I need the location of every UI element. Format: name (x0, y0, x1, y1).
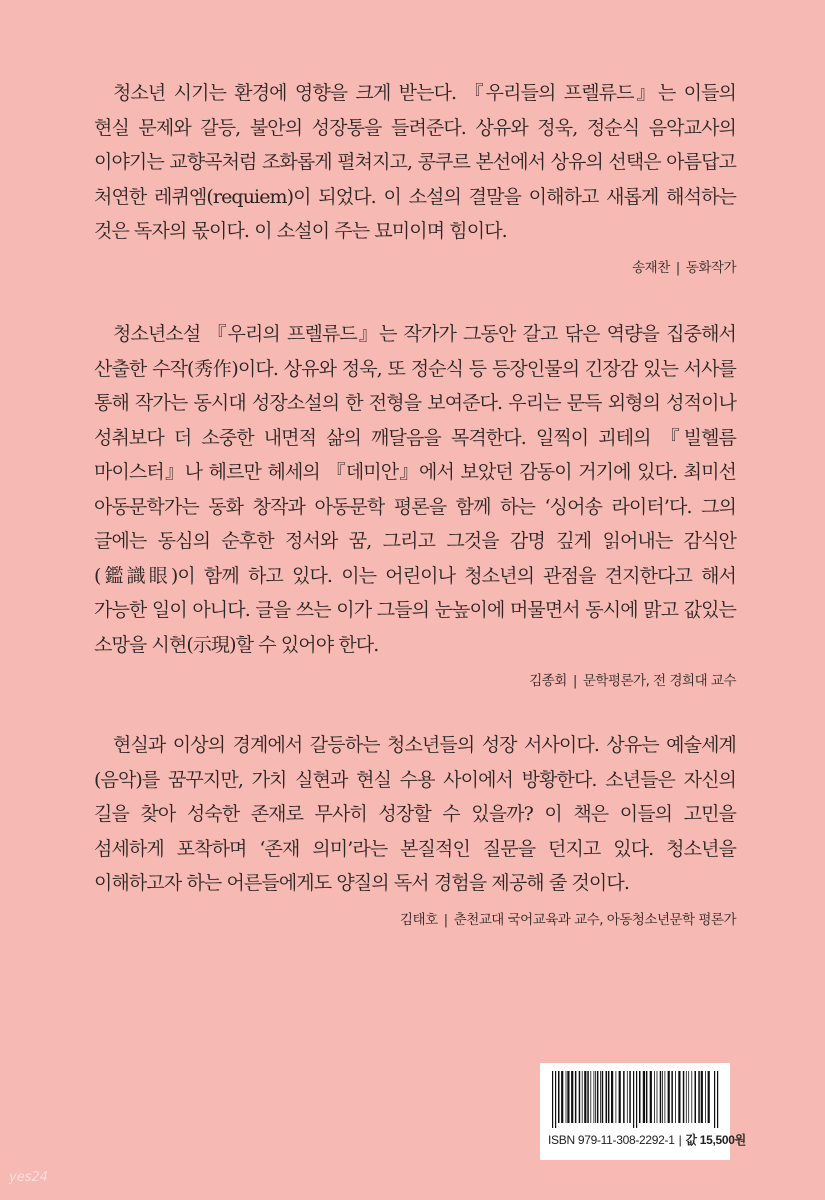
barcode-bar (602, 1071, 604, 1123)
review-credit (94, 256, 736, 276)
barcode-bar (597, 1071, 599, 1123)
barcode-bar (701, 1071, 703, 1123)
barcode-bar (606, 1071, 608, 1123)
isbn-price-line (548, 1131, 746, 1148)
reviewer-name: 김태호 (399, 911, 438, 928)
barcode-bar (629, 1071, 631, 1123)
barcode-bar (558, 1071, 560, 1123)
barcode-bar (567, 1071, 569, 1123)
barcode-bar (695, 1071, 697, 1123)
review-text: 청소년 시기는 환경에 영향을 크게 받는다. 『우리들의 프렐류드』는 이들의 현실 문제와 갈등, 불안의 성장통을 들려준다. 상유와 정욱, 정순식 음악교사의 이야기는 교향곡처럼 조화롭게 펼쳐지고, 콩쿠르 본선에서 상유의 선택은 아름답고 처연한 레퀴엠(requiem)이 되었다. 이 소설의 결말을 이해하고 새롭게 해석하는 것은 독자의 몫이다. 이 소설이 주는 묘미이며 힘이다. (94, 82, 736, 242)
barcode-guard-bar (717, 1071, 718, 1128)
review-block-2 (94, 317, 736, 689)
watermark-logo: yes24 (9, 1170, 49, 1185)
credit-separator: | (572, 673, 577, 689)
barcode-bar (608, 1071, 610, 1123)
review-text: 청소년소설 『우리의 프렐류드』는 작가가 그동안 갈고 닦은 역량을 집중해서 산출한 수작(秀作)이다. 상유와 정욱, 또 정순식 등 등장인물의 긴장감 있는 서사를 통해 작가는 동시대 성장소설의 한 전형을 보여준다. 우리는 문득 외형의 성적이나 성취보다 더 소중한 내면적 삶의 깨달음을 목격한다. 일찍이 괴테의 『빌헬름 마이스터』나 헤르만 헤세의 『데미안』에서 보았던 감동이 거기에 있다. 최미선 아동문학가는 동화 창작과 아동문학 평론을 함께 하는 ‘싱어송 라이터’다. 그의 글에는 동심의 순후한 정서와 꿈, 그리고 그것을 감명 깊게 읽어내는 감식안(鑑識眼)이 함께 하고 있다. 이는 어린이나 청소년의 관점을 견지한다고 해서 가능한 일이 아니다. 글을 쓰는 이가 그들의 눈높이에 머물면서 동시에 맑고 값있는 소망을 시현(示現)할 수 있어야 한다. (94, 323, 736, 656)
barcode-bar (623, 1071, 625, 1123)
review-credit (94, 669, 736, 689)
barcode-bar (611, 1071, 613, 1123)
barcode-graphic (550, 1071, 720, 1128)
barcode-bar (600, 1071, 601, 1123)
barcode-bar (590, 1071, 591, 1123)
barcode-bar (561, 1071, 563, 1123)
barcode-panel (540, 1063, 746, 1160)
barcode-bar (595, 1071, 596, 1123)
barcode-bar (627, 1071, 628, 1123)
barcode-bar (579, 1071, 581, 1123)
price-label: 값 15,500원 (685, 1133, 746, 1147)
barcode-bar (657, 1071, 658, 1123)
reviewer-role: 동화작가 (685, 259, 736, 276)
barcode-bar (566, 1071, 567, 1123)
review-text: 현실과 이상의 경계에서 갈등하는 청소년들의 성장 서사이다. 상유는 예술세계(음악)를 꿈꾸지만, 가치 실현과 현실 수용 사이에서 방황한다. 소년들은 자신의 길을 찾아 성숙한 존재로 무사히 성장할 수 있을까? 이 책은 이들의 고민을 섬세하게 포착하며 ‘존재 의미’라는 본질적인 질문을 던지고 있다. 청소년을 이해하고자 하는 어른들에게도 양질의 독서 경험을 제공해 줄 것이다. (94, 734, 736, 894)
isbn-divider: | (678, 1133, 682, 1147)
barcode-bar (575, 1071, 577, 1123)
barcode-bar (646, 1071, 648, 1123)
barcode-bar (654, 1071, 655, 1123)
reviewer-role: 문학평론가, 전 경희대 교수 (582, 673, 736, 689)
barcode-bar (662, 1071, 663, 1123)
barcode-bar (678, 1071, 680, 1123)
barcode-bar (686, 1071, 687, 1123)
barcode-bar (616, 1071, 617, 1123)
barcode-bar (582, 1071, 583, 1123)
barcode-guard-bar (555, 1071, 556, 1128)
barcode-bar (660, 1071, 662, 1123)
barcode-guard-bar (636, 1071, 637, 1128)
barcode-bar (705, 1071, 706, 1123)
reviewer-name: 송재찬 (632, 259, 670, 276)
barcode-bar (671, 1071, 673, 1123)
barcode-bar (619, 1071, 621, 1123)
review-block-3 (94, 728, 736, 928)
barcode-bar (643, 1071, 645, 1123)
barcode-guard-bar (633, 1071, 634, 1128)
review-credit (94, 908, 736, 928)
review-block-1 (94, 76, 736, 276)
barcode-bar (587, 1071, 589, 1123)
credit-separator: | (443, 911, 448, 928)
isbn-number: ISBN 979-11-308-2292-1 (548, 1133, 675, 1147)
barcode-bar (594, 1071, 595, 1123)
barcode-guard-bar (552, 1071, 553, 1128)
barcode-bar (668, 1071, 670, 1123)
reviewer-name: 김종회 (529, 673, 567, 689)
barcode-bar (688, 1071, 689, 1123)
barcode-bar (698, 1071, 700, 1123)
barcode-bar (675, 1071, 676, 1123)
reviewer-role: 춘천교대 국어교육과 교수, 아동청소년문학 평론가 (453, 911, 736, 928)
barcode-bar (683, 1071, 685, 1123)
credit-separator: | (675, 259, 680, 276)
barcode-bar (571, 1071, 573, 1123)
barcode-bar (665, 1071, 666, 1123)
barcode-bar (691, 1071, 692, 1123)
barcode-bar (639, 1071, 641, 1123)
barcode-bar (708, 1071, 710, 1123)
barcode-guard-bar (714, 1071, 715, 1128)
barcode-bar (584, 1071, 586, 1123)
barcode-bar (650, 1071, 652, 1123)
